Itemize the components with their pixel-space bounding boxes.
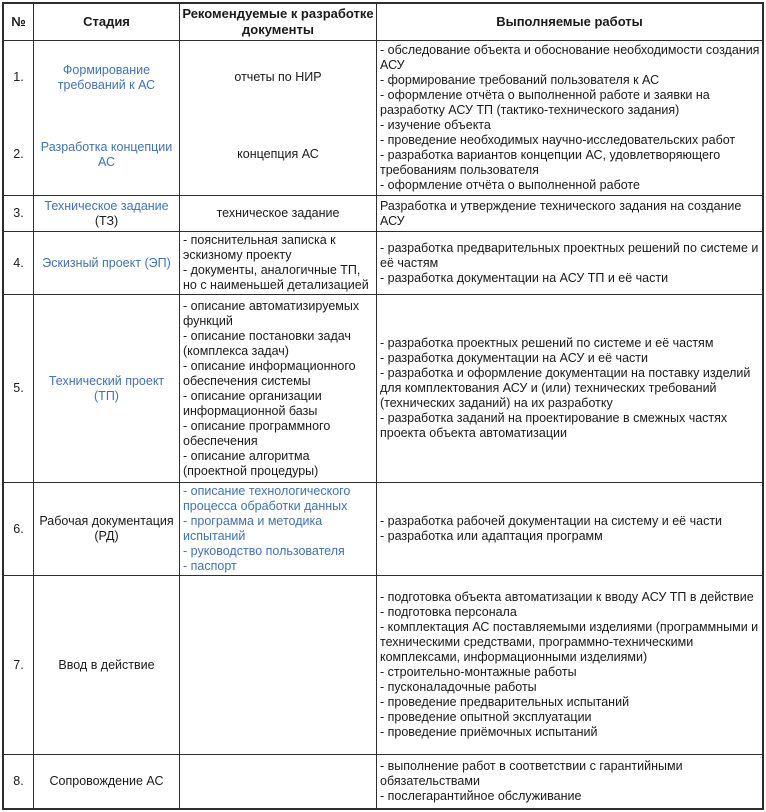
works-cell [376, 295, 762, 482]
header-cell-stage: Стадия [33, 4, 179, 40]
row-number: 4. [13, 255, 24, 270]
stage-cell [33, 295, 179, 482]
stage-cell [33, 196, 179, 231]
docs-cell [179, 232, 376, 294]
stage-wrap [36, 199, 177, 229]
work-item: - послегарантийное обслуживание [380, 789, 582, 803]
stage-link[interactable]: Разработка концепции АС [40, 139, 173, 169]
doc-item: - описание организации информационной базы [183, 388, 322, 418]
works-cell [376, 232, 762, 294]
works-cell [376, 196, 762, 231]
work-item: - разработка вариантов концепции АС, удовлетворяющего требованиям пользователя [380, 148, 721, 177]
docs-text: концепция АС [237, 147, 319, 161]
works-cell [376, 576, 762, 754]
work-item: - проведение необходимых научно-исследовательских работ [380, 133, 736, 147]
doc-item: - пояснительная записка к эскизному проекту [183, 233, 336, 262]
stage-cell [33, 755, 179, 808]
row-number: 5. [13, 381, 24, 395]
row-number: 1. [13, 70, 24, 84]
table-row [4, 294, 762, 482]
doc-item: - описание программного обеспечения [183, 418, 331, 448]
works-cell [376, 755, 762, 808]
works-cell [376, 483, 762, 575]
work-item: - разработка и оформление документации на поставку изделий для комплектования АСУ и (или) технических требований (технических заданий) на их разработку [380, 366, 751, 410]
work-item: - комплектация АС поставляемыми изделиями (программными и техническими средствами, программно-техническими комплексами, информационными изделиями) [380, 620, 759, 664]
doc-link[interactable]: - программа и методика испытаний [183, 514, 323, 543]
row-number: 2. [13, 147, 24, 161]
stage-text: Сопровождение АС [49, 774, 164, 788]
header-cell-docs: Рекомендуемые к разработке документы [179, 4, 376, 40]
doc-link[interactable]: - описание технологического процесса обработки данных [183, 484, 351, 513]
row-number: 3. [13, 206, 24, 220]
work-item: - разработка или адаптация программ [380, 529, 603, 543]
doc-item: - документы, аналогичные ТП, но с наименьшей детализацией [183, 263, 369, 292]
stage-text: Ввод в действие [58, 657, 155, 672]
stage-wrap [34, 114, 179, 195]
work-item: - формирование требований пользователя к АС [380, 73, 660, 87]
work-item: - подготовка объекта автоматизации к вводу АСУ ТП в действие [380, 590, 754, 604]
stages-table [2, 2, 764, 810]
docs-cell [179, 41, 376, 195]
stage-cell [33, 232, 179, 294]
work-item: - разработка проектных решений по системе и её частям [380, 336, 714, 350]
row-number: 7. [13, 657, 24, 672]
doc-item: - описание информационного обеспечения системы [183, 358, 356, 388]
work-item: - разработка предварительных проектных решений по системе и её частям [380, 240, 759, 270]
table-row [4, 195, 762, 231]
works-cell-merged-1-2 [376, 41, 762, 195]
docs-cell [179, 295, 376, 482]
work-item: - строительно-монтажные работы [380, 665, 577, 679]
docs-cell-empty [179, 755, 376, 808]
table-row [4, 754, 762, 808]
work-item: - изучение объекта [380, 118, 491, 132]
header-cell-works: Выполняемые работы [376, 4, 762, 40]
row-number: 8. [13, 774, 24, 788]
num-column-cell [4, 41, 33, 195]
work-item: - подготовка персонала [380, 605, 517, 619]
table-row [4, 575, 762, 754]
stage-link[interactable]: Техническое задание [44, 198, 169, 213]
work-item: Разработка и утверждение технического задания на создание АСУ [380, 198, 742, 228]
work-item: - разработка документации на АСУ и её части [380, 351, 648, 365]
table-row [4, 231, 762, 294]
doc-item: - описание постановки задач (комплекса задач) [183, 328, 351, 358]
work-item: - разработка документации на АСУ ТП и её части [380, 270, 669, 285]
stage-text: Рабочая документация (РД) [39, 514, 174, 543]
stage-suffix: (ТЗ) [94, 213, 119, 228]
docs-cell [179, 483, 376, 575]
work-item: - проведение приёмочных испытаний [380, 725, 598, 739]
docs-text: отчеты по НИР [234, 70, 322, 84]
work-item: - оформление отчёта о выполненной работе [380, 178, 640, 192]
table-row [4, 482, 762, 575]
table-header-row [4, 4, 762, 40]
stage-link[interactable]: Формирование требований к АС [57, 62, 156, 92]
docs-cell: техническое задание [179, 196, 376, 231]
work-item: - оформление отчёта о выполненной работе и заявки на разработку АСУ ТП (тактико-технического задания) [380, 88, 710, 117]
work-item: - выполнение работ в соответствии с гарантийными обязательствами [380, 759, 683, 788]
work-item: - проведение предварительных испытаний [380, 695, 630, 709]
work-item: - проведение опытной эксплуатации [380, 710, 592, 724]
doc-link[interactable]: - паспорт [183, 559, 237, 573]
work-item: - обследование объекта и обоснование необходимости создания АСУ [380, 43, 760, 72]
work-item: - разработка рабочей документации на систему и её части [380, 514, 723, 528]
header-cell-num: № [11, 14, 26, 29]
stage-link[interactable]: Эскизный проект (ЭП) [42, 255, 171, 270]
row-number: 6. [13, 521, 24, 536]
work-item: - пусконаладочные работы [380, 680, 537, 694]
stage-cell [33, 576, 179, 754]
stage-cell [33, 483, 179, 575]
stage-link[interactable]: Технический проект (ТП) [48, 373, 165, 403]
table-row-group-1-2 [4, 40, 762, 195]
doc-link[interactable]: - руководство пользователя [183, 544, 345, 558]
stage-wrap [34, 41, 179, 114]
stage-cell [33, 41, 179, 195]
docs-cell-empty [179, 576, 376, 754]
doc-item: - описание автоматизируемых функций [183, 298, 360, 328]
work-item: - разработка заданий на проектирование в смежных частях проекта объекта автоматизации [380, 411, 728, 440]
doc-item: - описание алгоритма (проектной процедуры) [183, 448, 319, 478]
